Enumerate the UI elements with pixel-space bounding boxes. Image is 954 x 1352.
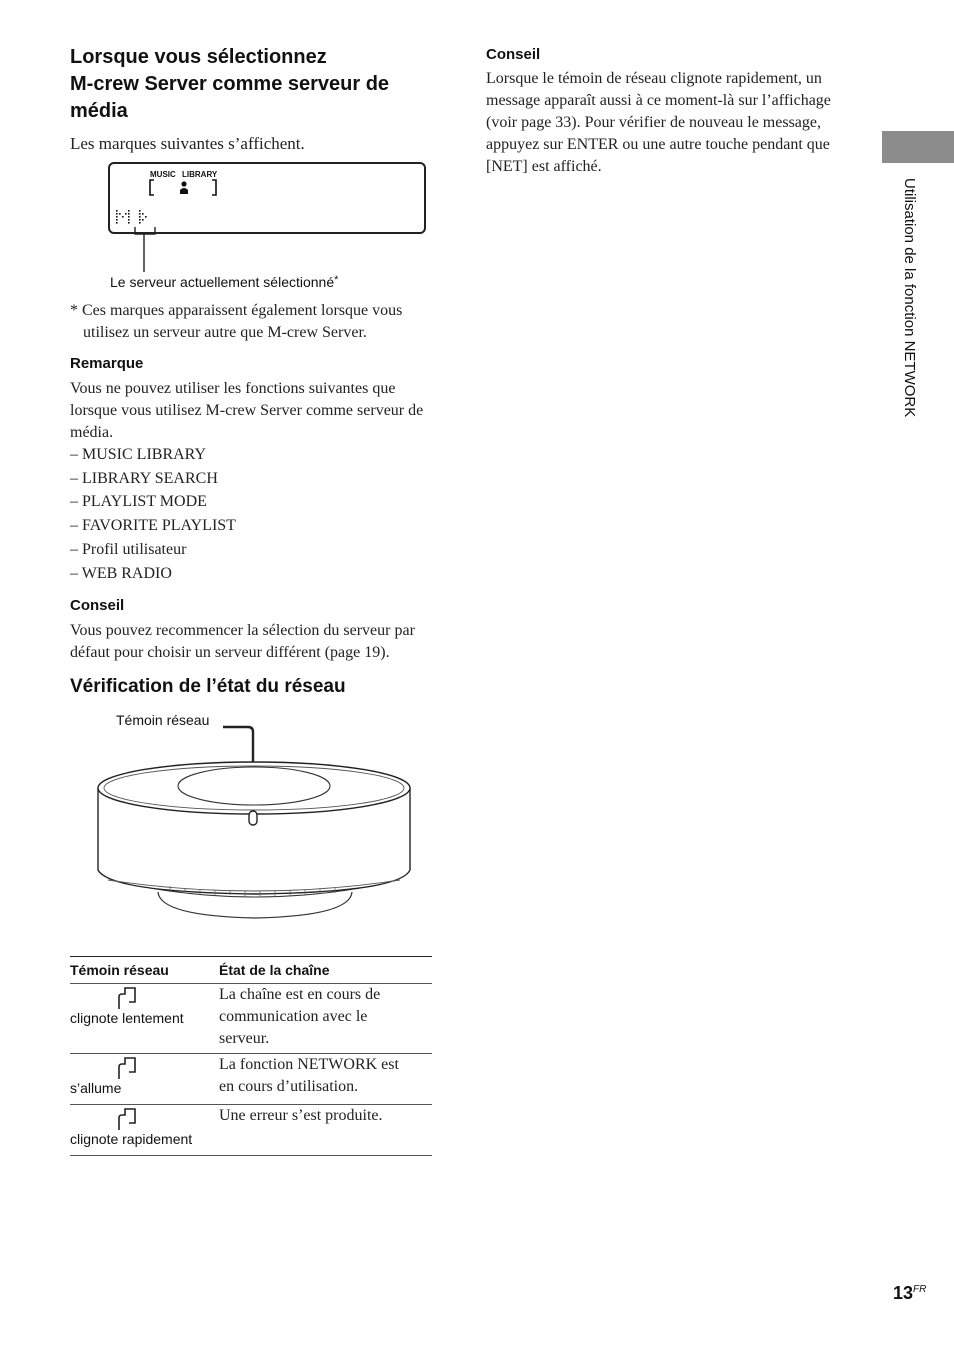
conseil-line: Vous pouvez recommencer la sélection du serveur par [70,622,415,639]
indicator-callout-label: Témoin réseau [116,712,210,728]
section-title-line: média [70,100,128,122]
remarque-heading: Remarque [70,355,144,372]
footnote-line: utilisez un serveur autre que M-crew Server. [83,324,367,341]
page-number-value: 13 [893,1283,914,1303]
table-cell-indicator [70,1054,219,1105]
chapter-tab [882,131,954,163]
list-item: – LIBRARY SEARCH [70,470,218,487]
display-tag-library: LIBRARY [182,170,218,179]
list-item: – Profil utilisateur [70,541,187,558]
table-header-row [70,957,432,984]
chapter-tab-label: Utilisation de la fonction NETWORK [901,178,918,418]
callout-label [110,274,338,290]
display-illustration [108,162,426,234]
footnote [70,300,402,344]
network-status-table [70,956,432,1156]
list-item: – WEB RADIO [70,565,172,582]
conseil-line: (voir page 33). Pour vérifier de nouveau le message, [486,114,821,131]
conseil-body [70,620,450,664]
table-header: État de la chaîne [219,957,432,984]
conseil-heading: Conseil [70,597,125,614]
indicator-caption: clignote lentement [70,1010,184,1026]
conseil-body [486,68,866,178]
network-indicator-icon [116,986,138,1010]
table-cell-indicator [70,1105,219,1156]
indicator-caption: clignote rapidement [70,1131,193,1147]
callout-label-text: Le serveur actuellement sélectionné [110,274,335,290]
table-cell-state [219,984,432,1054]
state-line: La fonction NETWORK est [219,1056,399,1073]
conseil-line: Lorsque le témoin de réseau clignote rapidement, un [486,70,822,87]
conseil-heading: Conseil [486,46,541,63]
list-item: – PLAYLIST MODE [70,493,207,510]
table-row [70,1105,432,1156]
state-line: communication avec le [219,1008,368,1025]
section-title-line: M-crew Server comme serveur de [70,73,390,95]
network-indicator-icon [116,1107,138,1131]
table-row [70,1054,432,1105]
table-header: Témoin réseau [70,957,219,984]
page-language-suffix: FR [913,1284,927,1295]
remarque-line: média. [70,424,114,441]
server-mark-icon [115,209,151,225]
state-line: Une erreur s’est produite. [219,1107,383,1124]
display-tag-music: MUSIC [150,170,176,179]
footnote-line: * Ces marques apparaissent également lorsque vous [70,302,403,319]
conseil-line: message apparaît aussi à ce moment-là sur l’affichage [486,92,831,109]
state-line: en cours d’utilisation. [219,1078,359,1095]
callout-leader-line [130,226,160,276]
section-title-line: Lorsque vous sélectionnez [70,46,327,68]
conseil-line: [NET] est affiché. [486,158,602,175]
list-item: – MUSIC LIBRARY [70,446,207,463]
table-cell-state [219,1054,432,1105]
indicator-caption: s’allume [70,1080,122,1096]
intro-text: Les marques suivantes s’affichent. [70,134,305,153]
conseil-line: défaut pour choisir un serveur différent (page 19). [70,644,390,661]
table-row [70,984,432,1054]
callout-asterisk: * [334,274,339,286]
page-number [893,1283,926,1304]
remarque-line: Vous ne pouvez utiliser les fonctions suivantes que [70,380,396,397]
section-title-mcrew [70,44,389,125]
remarque-line: lorsque vous utilisez M-crew Server comme serveur de [70,402,424,419]
device-illustration [90,720,420,930]
table-cell-indicator [70,984,219,1054]
state-line: serveur. [219,1030,270,1047]
display-brackets-icon [146,178,226,198]
section-title-network-status: Vérification de l’état du réseau [70,676,346,697]
conseil-line: appuyez sur ENTER ou une autre touche pendant que [486,136,830,153]
state-line: La chaîne est en cours de [219,986,381,1003]
list-item: – FAVORITE PLAYLIST [70,517,236,534]
table-cell-state [219,1105,432,1156]
remarque-body [70,378,450,444]
network-indicator-icon [116,1056,138,1080]
